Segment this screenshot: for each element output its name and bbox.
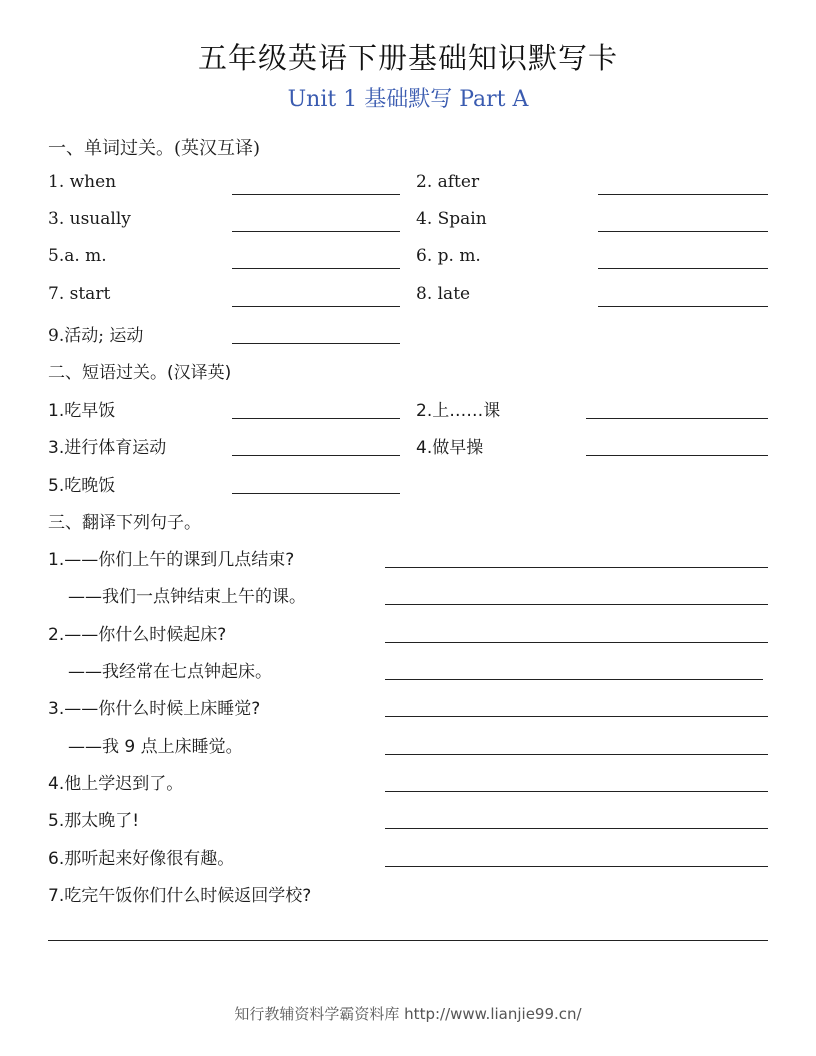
section-3-heading: 三、翻译下列句子。 — [48, 513, 201, 533]
answer-blank-sentence-4[interactable] — [385, 791, 768, 792]
phrase-item-5: 5.吃晚饭 — [48, 476, 116, 496]
answer-blank-word-2[interactable] — [598, 194, 768, 195]
word-item-3: 3. usually — [48, 209, 131, 229]
section-2-heading: 二、短语过关。(汉译英) — [48, 363, 232, 383]
answer-blank-phrase-1[interactable] — [232, 418, 400, 419]
answer-blank-sentence-3a[interactable] — [385, 716, 768, 717]
answer-blank-phrase-5[interactable] — [232, 493, 400, 494]
word-item-7: 7. start — [48, 284, 111, 304]
sentence-item-7: 7.吃完午饭你们什么时候返回学校? — [48, 886, 312, 906]
sentence-item-4: 4.他上学迟到了。 — [48, 774, 184, 794]
answer-blank-sentence-6[interactable] — [385, 866, 768, 867]
answer-blank-word-4[interactable] — [598, 231, 768, 232]
phrase-item-1: 1.吃早饭 — [48, 401, 116, 421]
answer-blank-sentence-1b[interactable] — [385, 604, 768, 605]
sentence-item-1-answer: ——我们一点钟结束上午的课。 — [68, 587, 306, 607]
answer-blank-word-5[interactable] — [232, 268, 400, 269]
sentence-item-2-question: 2.——你什么时候起床? — [48, 625, 227, 645]
answer-blank-word-8[interactable] — [598, 306, 768, 307]
answer-blank-sentence-2a[interactable] — [385, 642, 768, 643]
answer-blank-word-6[interactable] — [598, 268, 768, 269]
phrase-item-4: 4.做早操 — [416, 438, 484, 458]
word-item-2: 2. after — [416, 172, 480, 192]
phrase-item-2: 2.上……课 — [416, 401, 501, 421]
sentence-item-3-answer: ——我 9 点上床睡觉。 — [68, 737, 243, 757]
answer-blank-sentence-5[interactable] — [385, 828, 768, 829]
sentence-item-1-question: 1.——你们上午的课到几点结束? — [48, 550, 295, 570]
word-item-6: 6. p. m. — [416, 246, 481, 266]
word-item-8: 8. late — [416, 284, 471, 304]
answer-blank-sentence-1a[interactable] — [385, 567, 768, 568]
answer-blank-sentence-3b[interactable] — [385, 754, 768, 755]
sentence-item-2-answer: ——我经常在七点钟起床。 — [68, 662, 272, 682]
footer-watermark: 知行教辅资料学霸资料库 http://www.lianjie99.cn/ — [234, 1005, 582, 1023]
answer-blank-sentence-7[interactable] — [48, 940, 768, 941]
answer-blank-word-7[interactable] — [232, 306, 400, 307]
word-item-9: 9.活动; 运动 — [48, 326, 144, 346]
answer-blank-word-1[interactable] — [232, 194, 400, 195]
phrase-item-3: 3.进行体育运动 — [48, 438, 167, 458]
answer-blank-phrase-4[interactable] — [586, 455, 768, 456]
sentence-item-3-question: 3.——你什么时候上床睡觉? — [48, 699, 261, 719]
answer-blank-phrase-3[interactable] — [232, 455, 400, 456]
section-1-heading: 一、单词过关。(英汉互译) — [48, 138, 261, 159]
word-item-5: 5.a. m. — [48, 246, 107, 266]
word-item-1: 1. when — [48, 172, 117, 192]
page-subtitle: Unit 1 基础默写 Part A — [287, 87, 529, 112]
answer-blank-phrase-2[interactable] — [586, 418, 768, 419]
sentence-item-5: 5.那太晚了! — [48, 811, 140, 831]
page-title: 五年级英语下册基础知识默写卡 — [197, 41, 618, 75]
sentence-item-6: 6.那听起来好像很有趣。 — [48, 849, 235, 869]
answer-blank-word-9[interactable] — [232, 343, 400, 344]
answer-blank-sentence-2b[interactable] — [385, 679, 763, 680]
word-item-4: 4. Spain — [416, 209, 487, 229]
answer-blank-word-3[interactable] — [232, 231, 400, 232]
